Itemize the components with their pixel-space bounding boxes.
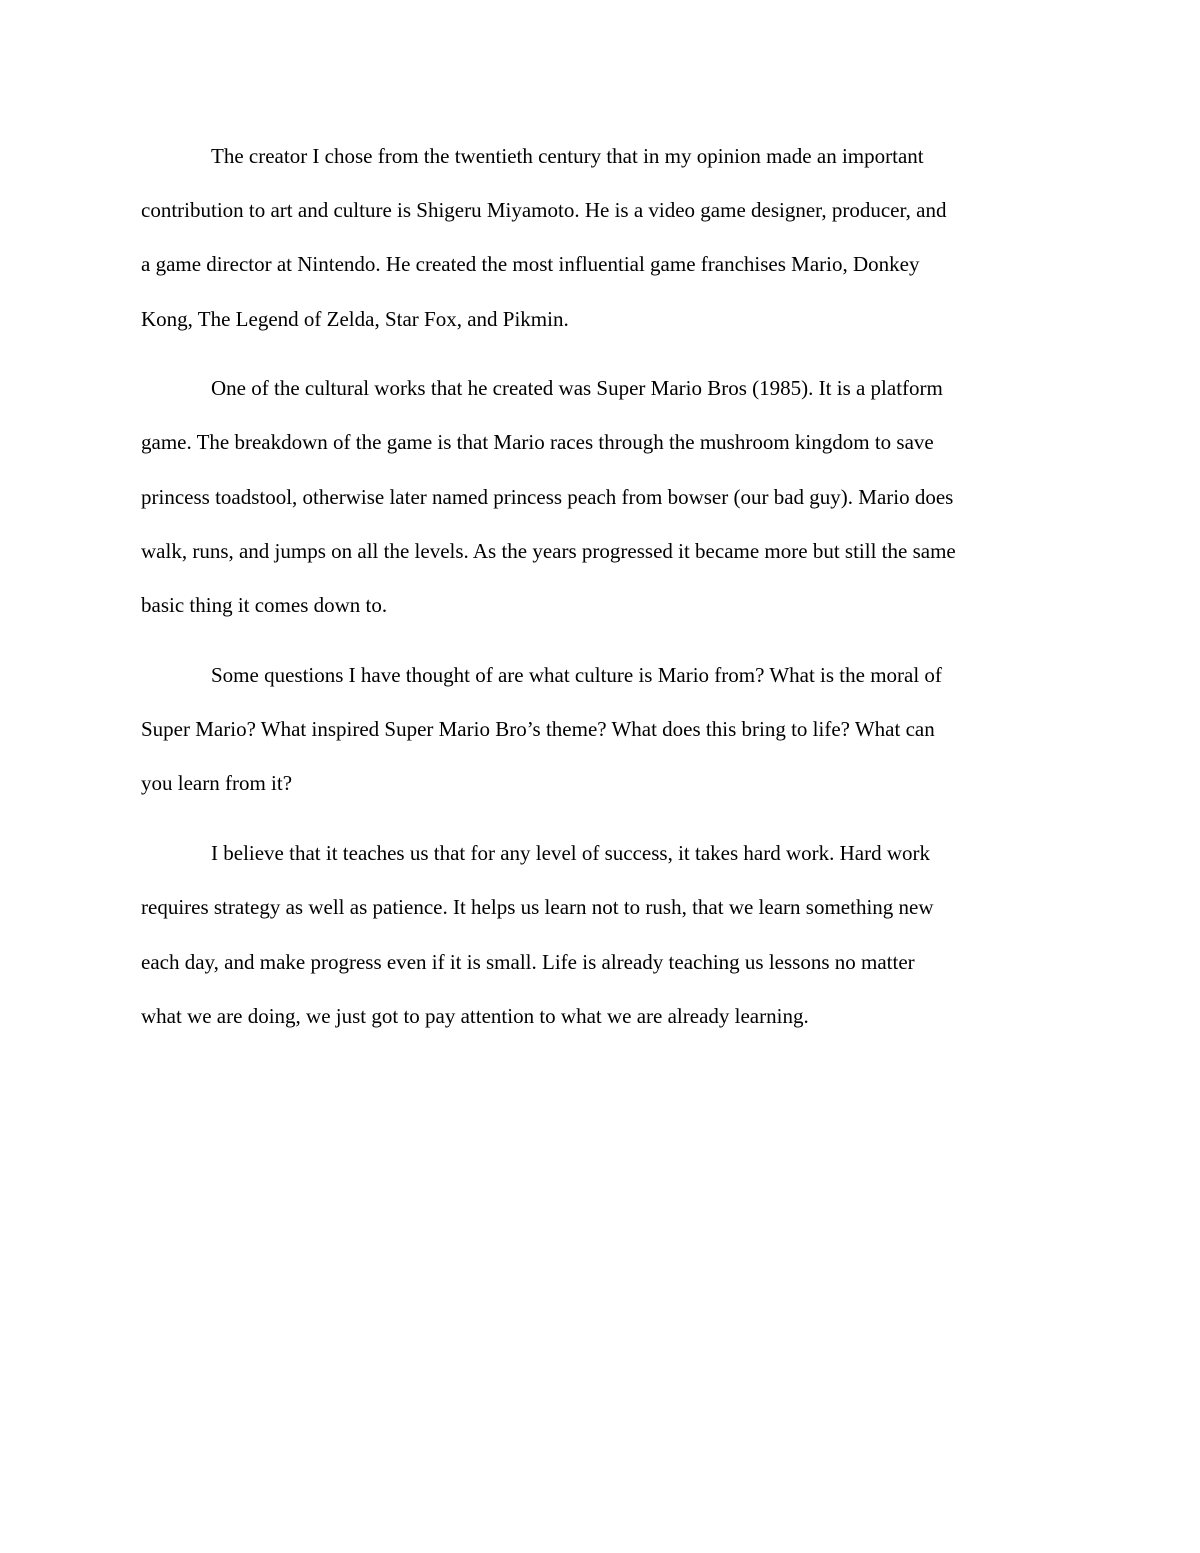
paragraph-1-line-4: Kong, The Legend of Zelda, Star Fox, and Pikmin. [141,307,569,331]
paragraph-4-line-4: what we are doing, we just got to pay attention to what we are already learning. [141,1004,809,1028]
paragraph-2-line-3: princess toadstool, otherwise later named princess peach from bowser (our bad guy). Mario does [141,485,954,509]
paragraph-2-line-2: game. The breakdown of the game is that Mario races through the mushroom kingdom to save [141,430,934,454]
paragraph-3-line-3: you learn from it? [141,771,293,795]
paragraph-3-line-2: Super Mario? What inspired Super Mario Bro’s theme? What does this bring to life? What can [141,717,935,741]
paragraph-2-line-5: basic thing it comes down to. [141,593,388,617]
paragraph-4-line-2: requires strategy as well as patience. It helps us learn not to rush, that we learn something new [141,895,934,919]
paragraph-2-line-1: One of the cultural works that he created was Super Mario Bros (1985). It is a platform [211,376,943,400]
paragraph-1-line-3: a game director at Nintendo. He created the most influential game franchises Mario, Donkey [141,252,920,276]
paragraph-3-line-1: Some questions I have thought of are what culture is Mario from? What is the moral of [211,663,942,687]
paragraph-1-line-1: The creator I chose from the twentieth century that in my opinion made an important [211,144,924,168]
paragraph-4-line-1: I believe that it teaches us that for any level of success, it takes hard work. Hard work [211,841,931,865]
paragraph-2-line-4: walk, runs, and jumps on all the levels. As the years progressed it became more but still the same [141,539,956,563]
paragraph-4-line-3: each day, and make progress even if it is small. Life is already teaching us lessons no matter [141,950,915,974]
paragraph-1-line-2: contribution to art and culture is Shigeru Miyamoto. He is a video game designer, producer, and [141,198,947,222]
